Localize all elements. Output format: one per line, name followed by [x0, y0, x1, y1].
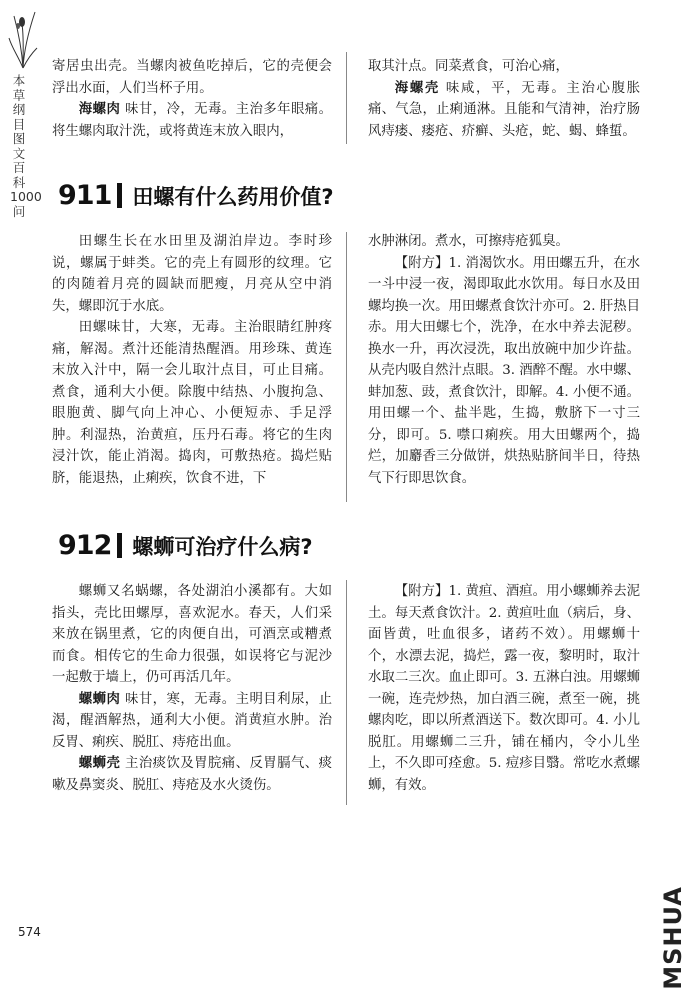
term-label: 螺蛳壳: [78, 756, 121, 771]
section911-left-column: [52, 231, 332, 489]
paragraph: 【附方】1. 消渴饮水。用田螺五升，在水一斗中浸一夜，渴即取此水饮用。每日水及田螺均换一次。用田螺煮食饮汁亦可。2. 肝热目赤。用大田螺七个，洗净，在水中养去泥秽。换水一升，再次浸洗，取出放碗中加少许盐。从壳内吸自然汁点眼。3. 酒醉不醒。水中螺、蚌加葱、豉，煮食饮汁，即解。4. 小便不通。用田螺一个、盐半匙，生捣，敷脐下一寸三分，即可。5. 噤口痢疾。用大田螺两个，捣烂，加麝香三分做饼，烘热贴脐间半日，待热气下行即思饮食。: [368, 255, 640, 486]
column-divider: [346, 580, 347, 805]
page-number: 574: [18, 925, 41, 939]
paragraph: 螺蛳又名蜗螺，各处湖泊小溪都有。大如指头，壳比田螺厚，喜欢泥水。春天，人们采来放在锅里煮，它的肉便自出，可酒烹或糟煮而食。相传它的生命力很强，如误将它与泥沙一起敷于墙上，仍可再活几年。: [52, 584, 332, 685]
section911-right-column: [368, 231, 640, 489]
paragraph: 海螺壳 味咸，平，无毒。主治心腹胀痛、气急，止痢通淋。且能和气清神，治疗肠风痔瘘、瘘疮、疥癣、头疮，蛇、蝎、蜂蜇。: [368, 80, 641, 139]
column-divider: [346, 52, 347, 144]
column-divider: [346, 232, 347, 502]
book-title: 本草纲目图文百科1000问: [10, 73, 42, 219]
term-label: 海螺壳: [394, 80, 440, 96]
orchid-icon: [8, 8, 38, 70]
paragraph: 田螺味甘，大寒，无毒。主治眼睛红肿疼痛，解渴。煮汁还能清热醒酒。用珍珠、黄连末放入汁中，隔一会儿取汁点目，可止目痛。煮食，通利大小便。除腹中结热、小腹拘急、眼胞黄、脚气向上冲心、小便短赤、手足浮肿。利湿热，治黄疸，压丹石毒。将它的生肉浸汁饮，能止消渴。捣肉，可敷热疮。捣烂贴脐，能退热，止痢疾，饮食不进，下: [52, 320, 332, 486]
paragraph: 螺蛳肉 味甘，寒，无毒。主明目利尿，止渴，醒酒解热，通利大小便。消黄疸水肿。治反胃、痢疾、脱肛、痔疮出血。: [52, 691, 333, 750]
section-title: 螺蛳可治疗什么病?: [132, 535, 313, 559]
section-heading-911: [58, 180, 334, 211]
paragraph: 【附方】1. 黄疸、酒疸。用小螺蛳养去泥土。每天煮食饮汁。2. 黄疸吐血（病后，身、面皆黄，吐血很多，诸药不效）。用螺蛳十个，水漂去泥，捣烂，露一夜，黎明时，取汁水取二三次。血止即可。3. 五淋白浊。用螺蛳一碗，连壳炒热，加白酒三碗，煮至一碗，挑螺肉吃，即以所煮酒送下。数次即可。4. 小儿脱肛。用螺蛳二三升，铺在桶内，令小儿坐上，不久即可痊愈。5. 痘疹目翳。常吃水煮螺蛳，有效。: [368, 584, 640, 793]
paragraph: 田螺生长在水田里及湖泊岸边。李时珍说，螺属于蚌类。它的壳上有圆形的纹理。它的肉随着月亮的圆缺而肥瘦，月亮从空中消失，螺即沉于水底。: [52, 234, 332, 314]
section-title: 田螺有什么药用价值?: [132, 185, 334, 209]
paragraph: 取其汁点。同菜煮食，可治心痛，: [368, 59, 569, 74]
sidebar: [0, 0, 40, 260]
top-right-column: [368, 56, 640, 142]
section-number: 912: [58, 530, 112, 561]
paragraph: 水肿淋闭。煮水，可擦痔疮狐臭。: [368, 234, 569, 249]
term-label: 海螺肉: [78, 102, 121, 117]
watermark: MSHUA: [659, 885, 688, 990]
heading-bar: [117, 183, 122, 208]
paragraph: 寄居虫出壳。当螺肉被鱼吃掉后，它的壳便会浮出水面，人们当杯子用。: [52, 59, 332, 96]
top-left-column: [52, 56, 332, 142]
section-heading-912: [58, 530, 313, 561]
paragraph: 螺蛳壳 主治痰饮及胃脘痛、反胃膈气、痰嗽及鼻窦炎、脱肛、痔疮及水火烫伤。: [52, 756, 333, 793]
section912-right-column: [368, 581, 640, 796]
heading-bar: [117, 533, 122, 558]
section-number: 911: [58, 180, 112, 211]
term-label: 螺蛳肉: [78, 691, 121, 707]
section912-left-column: [52, 581, 332, 796]
paragraph: 海螺肉 味甘，冷，无毒。主治多年眼痛。将生螺肉取汁洗，或将黄连末放入眼内，: [52, 102, 333, 139]
